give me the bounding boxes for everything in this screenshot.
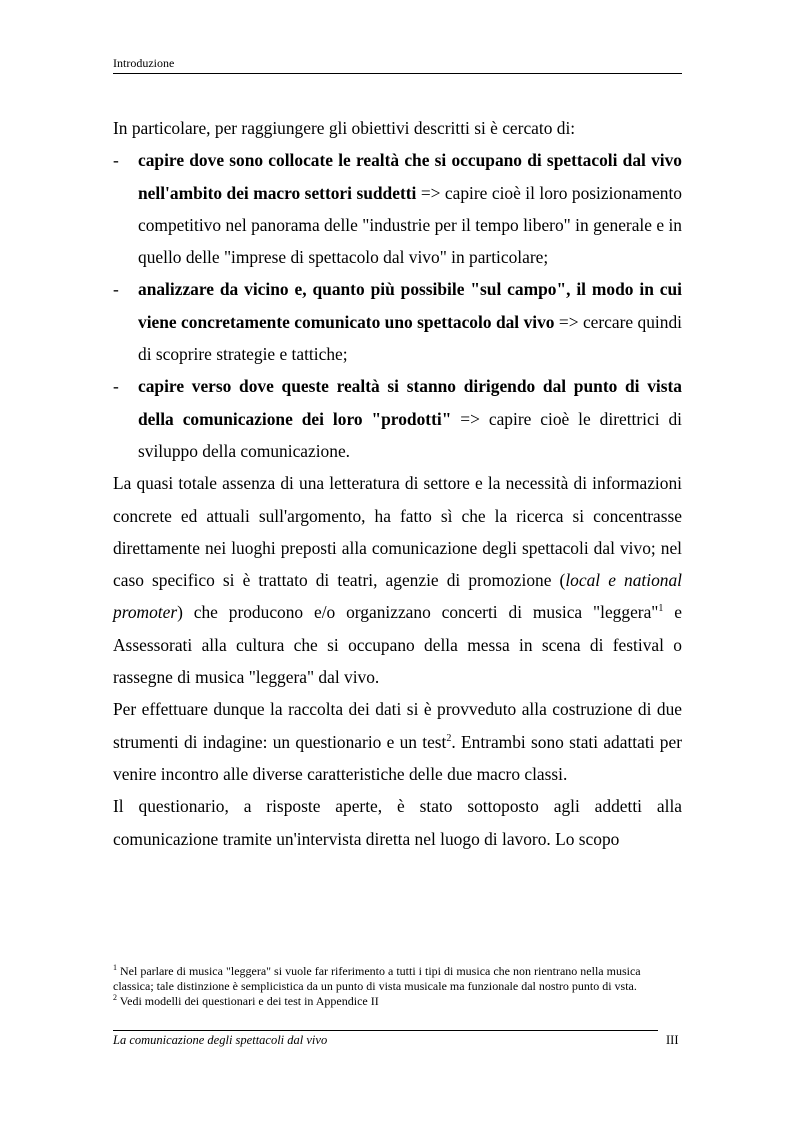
objectives-list <box>113 144 682 467</box>
list-dash: - <box>113 150 119 171</box>
list-dash: - <box>113 376 119 397</box>
list-item <box>113 273 682 370</box>
footnote-2 <box>113 994 682 1009</box>
footnotes <box>113 964 682 1009</box>
list-item-rest: => capire cioè le direttrici di sviluppo della comunicazione. <box>138 408 683 461</box>
running-footer-title: La comunicazione degli spettacoli dal vivo <box>113 1033 328 1047</box>
list-item-bold: analizzare da vicino e, quanto più possibile "sul campo", il modo in cui viene concretamente comunicato uno spettacolo dal vivo <box>138 279 682 332</box>
para1-text-b: ) che producono e/o organizzano concerti di musica "leggera" <box>177 602 659 623</box>
footnote-number: 1 <box>113 963 117 972</box>
header-rule <box>113 73 682 74</box>
list-item-bold: capire verso dove queste realtà si stanno dirigendo dal punto di vista della comunicazione dei loro "prodotti" <box>138 376 682 429</box>
list-item-rest: => capire cioè il loro posizionamento competitivo nel panorama delle "industrie per il tempo libero" in generale e in quello delle "imprese di spettacolo dal vivo" in particolare; <box>138 182 683 268</box>
footnote-ref-1: 1 <box>658 603 664 615</box>
para2-text-a: Per effettuare dunque la raccolta dei dati si è provveduto alla costruzione di due strumenti di indagine: un questionario e un test <box>113 699 682 752</box>
para1-text-a: La quasi totale assenza di una letteratura di settore e la necessità di informazioni concrete ed attuali sull'argomento, ha fatto sì che la ricerca si concentrasse direttamente nei luoghi preposti alla comunicazione degli spettacoli dal vivo; nel caso specifico si è trattato di teatri, agenzie di promozione ( <box>113 473 682 591</box>
running-header: Introduzione <box>113 56 175 70</box>
para1-italic: local e national promoter <box>113 570 682 623</box>
footnote-1 <box>113 964 682 994</box>
list-dash: - <box>113 279 119 300</box>
footer-rule <box>113 1030 658 1031</box>
footnote-text: Vedi modelli dei questionari e dei test in Appendice II <box>117 994 379 1008</box>
page-number: III <box>666 1033 679 1047</box>
para2-text-b: . Entrambi sono stati adattati per venire incontro alle diverse caratteristiche delle due macro classi. <box>113 731 682 784</box>
list-item-rest: => cercare quindi di scoprire strategie e tattiche; <box>138 311 682 365</box>
para1-text-c: e Assessorati alla cultura che si occupano della messa in scena di festival o rassegne di musica "leggera" dal vivo. <box>113 602 682 688</box>
paragraph-questionnaire: Il questionario, a risposte aperte, è stato sottoposto agli addetti alla comunicazione tramite un'intervista diretta nel luogo di lavoro. Lo scopo <box>113 796 682 849</box>
list-item <box>113 144 682 273</box>
paragraph-tools <box>113 693 682 790</box>
footnote-text: Nel parlare di musica "leggera" si vuole far riferimento a tutti i tipi di musica che non rientrano nella musica classica; tale distinzione è semplicistica da un punto di vista musicale ma funzionale dal nostro punto di vsta. <box>113 964 641 993</box>
paragraph-research <box>113 467 682 693</box>
list-item-bold: capire dove sono collocate le realtà che si occupano di spettacoli dal vivo nell'ambito dei macro settori suddetti <box>138 150 682 203</box>
list-item <box>113 370 682 467</box>
body-text <box>113 112 682 855</box>
footnote-ref-2: 2 <box>446 732 452 744</box>
intro-paragraph: In particolare, per raggiungere gli obiettivi descritti si è cercato di: <box>113 118 576 138</box>
footnote-number: 2 <box>113 993 117 1002</box>
